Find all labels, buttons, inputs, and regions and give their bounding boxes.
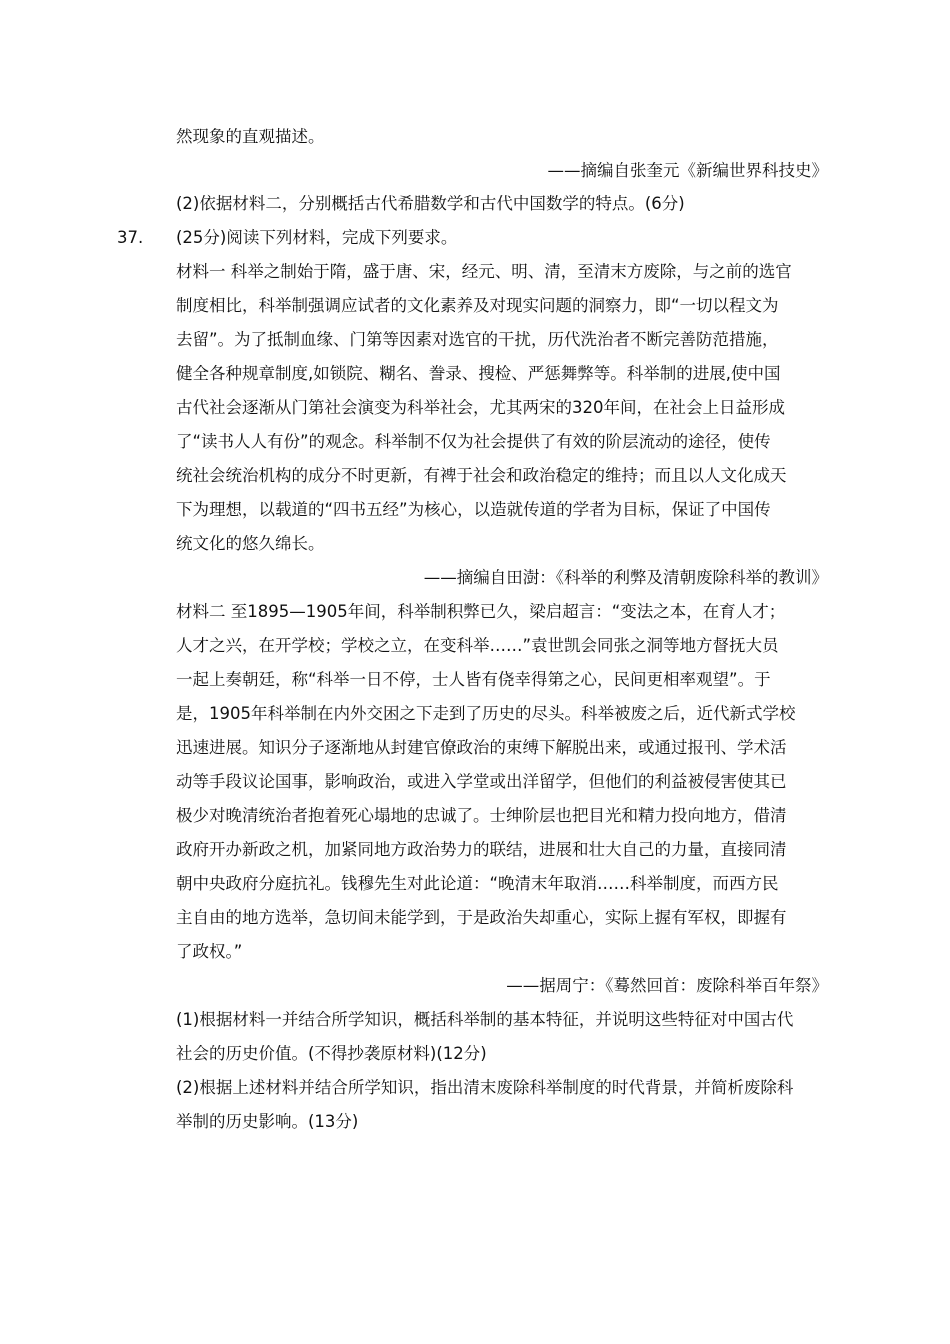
question-line: 举制的历史影响。(13分) — [176, 1112, 359, 1131]
source-citation: ——摘编自田澍：《科举的利弊及清朝废除科举的教训》 — [423, 568, 828, 587]
paragraph-line: 动等手段议论国事，影响政治，或进入学堂或出洋留学，但他们的利益被侵害使其已 — [176, 772, 787, 791]
question-number: 37. — [117, 228, 144, 247]
paragraph-line: 下为理想，以载道的“四书五经”为核心，以造就传道的学者为目标，保证了中国传 — [176, 500, 771, 519]
paragraph-line: 去留”。为了抵制血缘、门第等因素对选官的干扰，历代洗治者不断完善防范措施， — [176, 330, 779, 349]
paragraph-line: 材料一 科举之制始于隋，盛于唐、宋，经元、明、清，至清末方废除，与之前的选官 — [176, 262, 792, 281]
paragraph-line: 然现象的直观描述。 — [176, 127, 325, 146]
paragraph-line: 了政权。” — [176, 942, 243, 961]
question-line: 社会的历史价值。(不得抄袭原材料)(12分) — [176, 1044, 487, 1063]
paragraph-line: 一起上奏朝廷，称“科举一日不停，士人皆有侥幸得第之心，民间更相率观望”。于 — [176, 670, 771, 689]
paragraph-line: 人才之兴，在开学校；学校之立，在变科举……”袁世凯会同张之洞等地方督抚大员 — [176, 636, 779, 655]
paragraph-line: 迅速进展。知识分子逐渐地从封建官僚政治的束缚下解脱出来，或通过报刊、学术活 — [176, 738, 787, 757]
paragraph-line: 主自由的地方选举，急切间未能学到，于是政治失却重心，实际上握有军权，即握有 — [176, 908, 787, 927]
paragraph-line: 健全各种规章制度,如锁院、糊名、誊录、搜检、严惩舞弊等。科举制的进展,使中国 — [176, 364, 781, 383]
paragraph-line: 统文化的悠久绵长。 — [176, 534, 325, 553]
paragraph-line: 政府开办新政之机，加紧同地方政治势力的联结，进展和壮大自己的力量，直接同清 — [176, 840, 787, 859]
paragraph-line: 是，1905年科举制在内外交困之下走到了历史的尽头。科举被废之后，近代新式学校 — [176, 704, 796, 723]
paragraph-line: 了“读书人人有份”的观念。科举制不仅为社会提供了有效的阶层流动的途径，使传 — [176, 432, 771, 451]
question-header: (25分)阅读下列材料，完成下列要求。 — [176, 228, 458, 247]
paragraph-line: 极少对晚清统治者抱着死心塌地的忠诚了。士绅阶层也把目光和精力投向地方，借清 — [176, 806, 787, 825]
paragraph-line: 古代社会逐渐从门第社会演变为科举社会，尤其两宋的320年间，在社会上日益形成 — [176, 398, 785, 417]
paragraph-line: 朝中央政府分庭抗礼。钱穆先生对此论道：“晚清末年取消……科举制度，而西方民 — [176, 874, 779, 893]
question-line: (2)依据材料二，分别概括古代希腊数学和古代中国数学的特点。(6分) — [176, 194, 685, 213]
source-citation: ——摘编自张奎元《新编世界科技史》 — [547, 161, 828, 180]
paragraph-line: 材料二 至1895—1905年间，科举制积弊已久，梁启超言：“变法之本，在育人才； — [176, 602, 786, 621]
question-line: (2)根据上述材料并结合所学知识，指出清末废除科举制度的时代背景，并简析废除科 — [176, 1078, 794, 1097]
question-line: (1)根据材料一并结合所学知识，概括科举制的基本特征，并说明这些特征对中国古代 — [176, 1010, 794, 1029]
paragraph-line: 统社会统治机构的成分不时更新，有裨于社会和政治稳定的维持；而且以人文化成天 — [176, 466, 787, 485]
paragraph-line: 制度相比，科举制强调应试者的文化素养及对现实问题的洞察力，即“一切以程文为 — [176, 296, 779, 315]
source-citation: ——据周宁：《蓦然回首：废除科举百年祭》 — [506, 976, 828, 995]
